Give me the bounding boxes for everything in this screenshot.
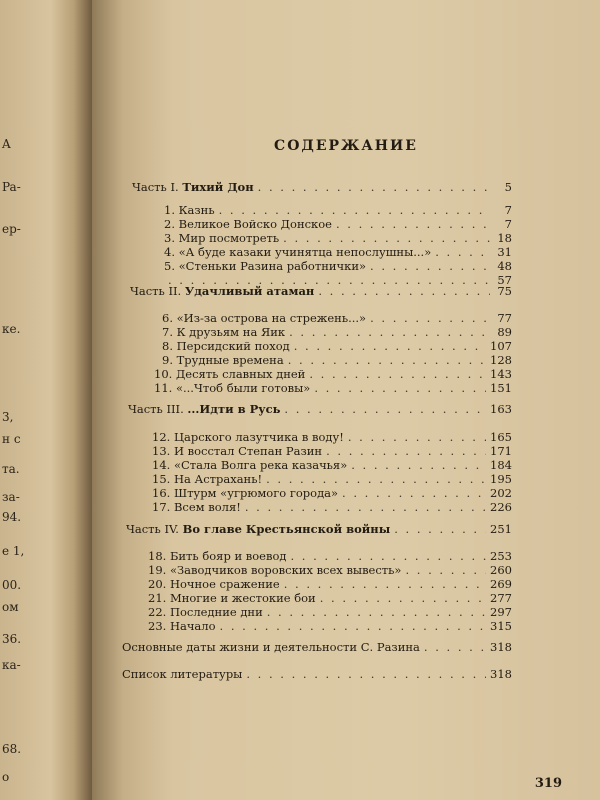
left-fragment: 00. (2, 578, 22, 592)
toc-part-4: Часть IV. Во главе Крестьянской войны . . . 251 (126, 522, 512, 536)
left-fragment: о (2, 770, 10, 784)
left-fragment: 36. (2, 632, 22, 646)
left-fragment: за- (2, 490, 20, 504)
left-fragment: ом (2, 600, 19, 614)
toc-chapter: 5. «Стеньки Разина работнички» . . . 48 (164, 259, 512, 273)
page-number: 319 (534, 776, 562, 791)
page-title: СОДЕРЖАНИЕ (274, 138, 418, 154)
toc-chapter: 15. На Астрахань! . . . 195 (152, 472, 512, 486)
toc-chapter: 16. Штурм «угрюмого города» . . . 202 (152, 486, 512, 500)
toc-extra-dates: Основные даты жизни и деятельности С. Разина . . . 318 (122, 640, 512, 654)
toc-chapter: 21. Многие и жестокие бои . . . 277 (148, 591, 512, 605)
left-fragment: 94. (2, 510, 22, 524)
toc-chapter: 10. Десять славных дней . . . 143 (154, 367, 512, 381)
toc-chapter: 22. Последние дни . . . 297 (148, 605, 512, 619)
toc-chapter: 19. «Заводчиков воровских всех вывесть» . . . 260 (148, 563, 512, 577)
left-page (0, 0, 92, 800)
left-fragment: Pa- (2, 180, 21, 194)
toc-chapter: 2. Великое Войско Донское . . . 7 (164, 217, 512, 231)
toc-extra-bibliography: Список литературы . . . 318 (122, 667, 512, 681)
toc-part-3: Часть III. ...Идти в Русь . . . 163 (128, 402, 512, 416)
left-fragment: A (2, 137, 11, 151)
toc-chapter: 23. Начало . . . 315 (148, 619, 512, 633)
toc-chapter: 18. Бить бояр и воевод . . . 253 (148, 549, 512, 563)
toc-chapter: 8. Персидский поход . . . 107 (162, 339, 512, 353)
toc-chapter: 9. Трудные времена . . . 128 (162, 353, 512, 367)
left-fragment: н с (2, 432, 21, 446)
left-fragment: 3, (2, 410, 14, 424)
toc-chapter: 11. «...Чтоб были готовы» . . . 151 (154, 381, 512, 395)
toc-chapter: 7. К друзьям на Яик . . . 89 (162, 325, 512, 339)
left-fragment: ка- (2, 658, 21, 672)
toc-chapter: 4. «А буде казаки учинятца непослушны...» . . . 31 (164, 245, 512, 259)
toc-chapter: 6. «Из-за острова на стрежень...» . . . 77 (162, 311, 512, 325)
toc-chapter: 1. Казнь . . . 7 (164, 203, 512, 217)
toc-chapter: 14. «Стала Волга река казачья» . . . 184 (152, 458, 512, 472)
toc-chapter: 3. Мир посмотреть . . . 18 (164, 231, 512, 245)
left-fragment: 68. (2, 742, 22, 756)
toc-chapter: 20. Ночное сражение . . . 269 (148, 577, 512, 591)
left-fragment: е 1, (2, 544, 25, 558)
toc-chapter: 12. Царского лазутчика в воду! . . . 165 (152, 430, 512, 444)
toc-chapter: . . . 57 (164, 273, 512, 287)
toc-chapter: 17. Всем воля! . . . 226 (152, 500, 512, 514)
left-fragment: ер- (2, 222, 21, 236)
toc-part-2: Часть II. Удачливый атаман . . . 75 (130, 284, 512, 298)
toc-part-1: Часть I. Тихий Дон . . . 5 (132, 180, 512, 194)
toc-chapter: 13. И восстал Степан Разин . . . 171 (152, 444, 512, 458)
left-fragment: ке. (2, 322, 21, 336)
right-page (92, 0, 600, 800)
left-fragment: та. (2, 462, 20, 476)
